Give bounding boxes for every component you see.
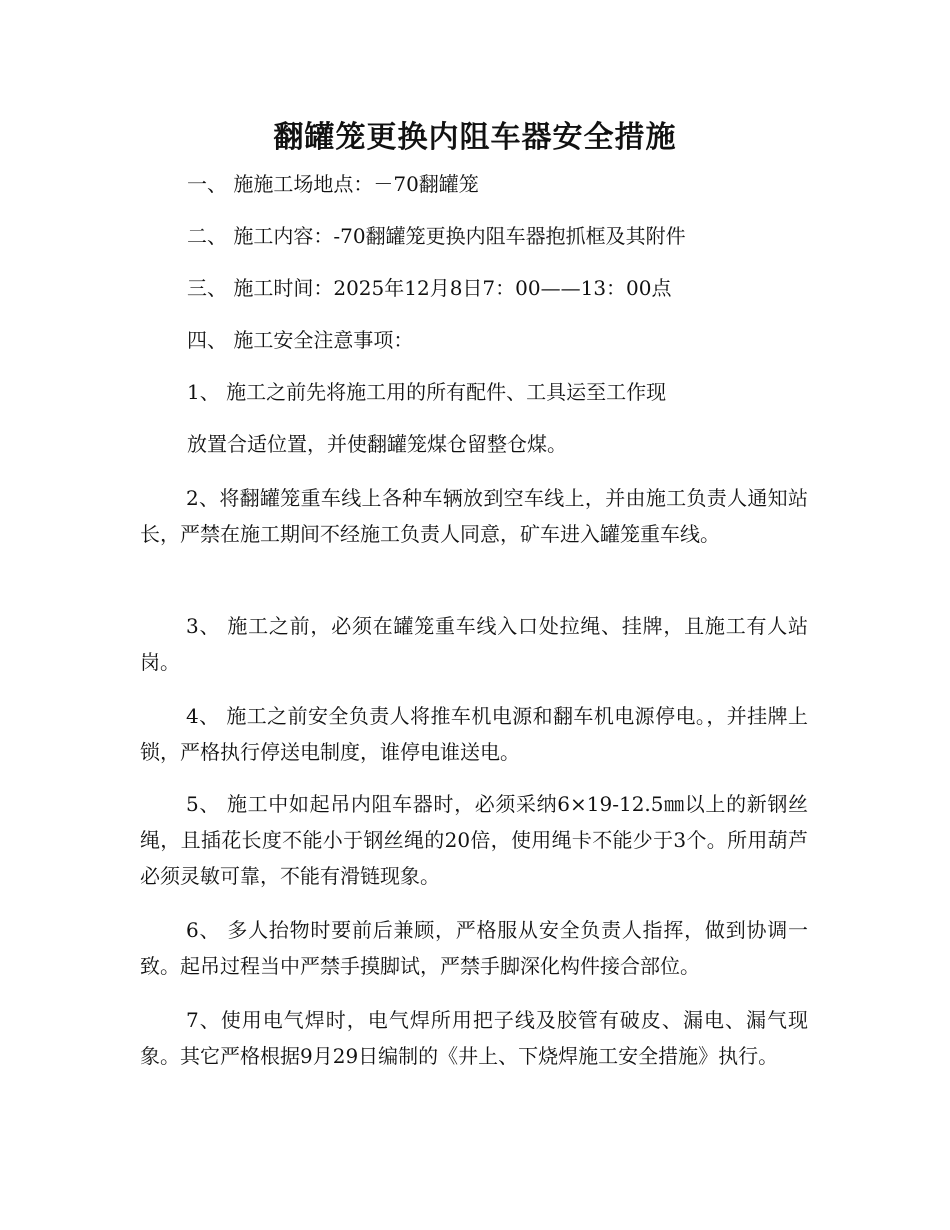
section-content: 二、 施工内容：-70翻罐笼更换内阻车器抱抓框及其附件	[187, 224, 686, 248]
item-1-line-1: 1、 施工之前先将施工用的所有配件、工具运至工作现	[187, 380, 667, 404]
item-2-paragraph: 2、将翻罐笼重车线上各种车辆放到空车线上，并由施工负责人通知站长，严禁在施工期间不经施工负责人同意，矿车进入罐笼重车线。	[140, 486, 808, 546]
section-location: 一、 施施工场地点：－70翻罐笼	[187, 172, 479, 196]
item-5-paragraph: 5、 施工中如起吊内阻车器时，必须采纳6×19-12.5㎜以上的新钢丝绳，且插花长度不能小于钢丝绳的20倍，使用绳卡不能少于3个。所用葫芦必须灵敏可靠，不能有滑链现象。	[140, 792, 808, 888]
item-6-paragraph: 6、 多人抬物时要前后兼顾，严格服从安全负责人指挥，做到协调一致。起吊过程当中严禁手摸脚试，严禁手脚深化构件接合部位。	[140, 918, 808, 978]
item-7-paragraph: 7、使用电气焊时，电气焊所用把子线及胶管有破皮、漏电、漏气现象。其它严格根据9月29日编制的《井上、下烧焊施工安全措施》执行。	[140, 1008, 808, 1068]
item-3-paragraph: 3、 施工之前，必须在罐笼重车线入口处拉绳、挂牌，且施工有人站岗。	[140, 614, 808, 674]
item-4-paragraph: 4、 施工之前安全负责人将推车机电源和翻车机电源停电。，并挂牌上锁，严格执行停送电制度，谁停电谁送电。	[140, 704, 808, 764]
item-1-line-2: 放置合适位置，并使翻罐笼煤仓留整仓煤。	[187, 432, 567, 456]
document-title: 翻罐笼更换内阻车器安全措施	[273, 120, 677, 155]
section-safety-heading: 四、 施工安全注意事项：	[187, 328, 414, 352]
section-time: 三、 施工时间：2025年12月8日7：00——13：00点	[187, 276, 672, 300]
